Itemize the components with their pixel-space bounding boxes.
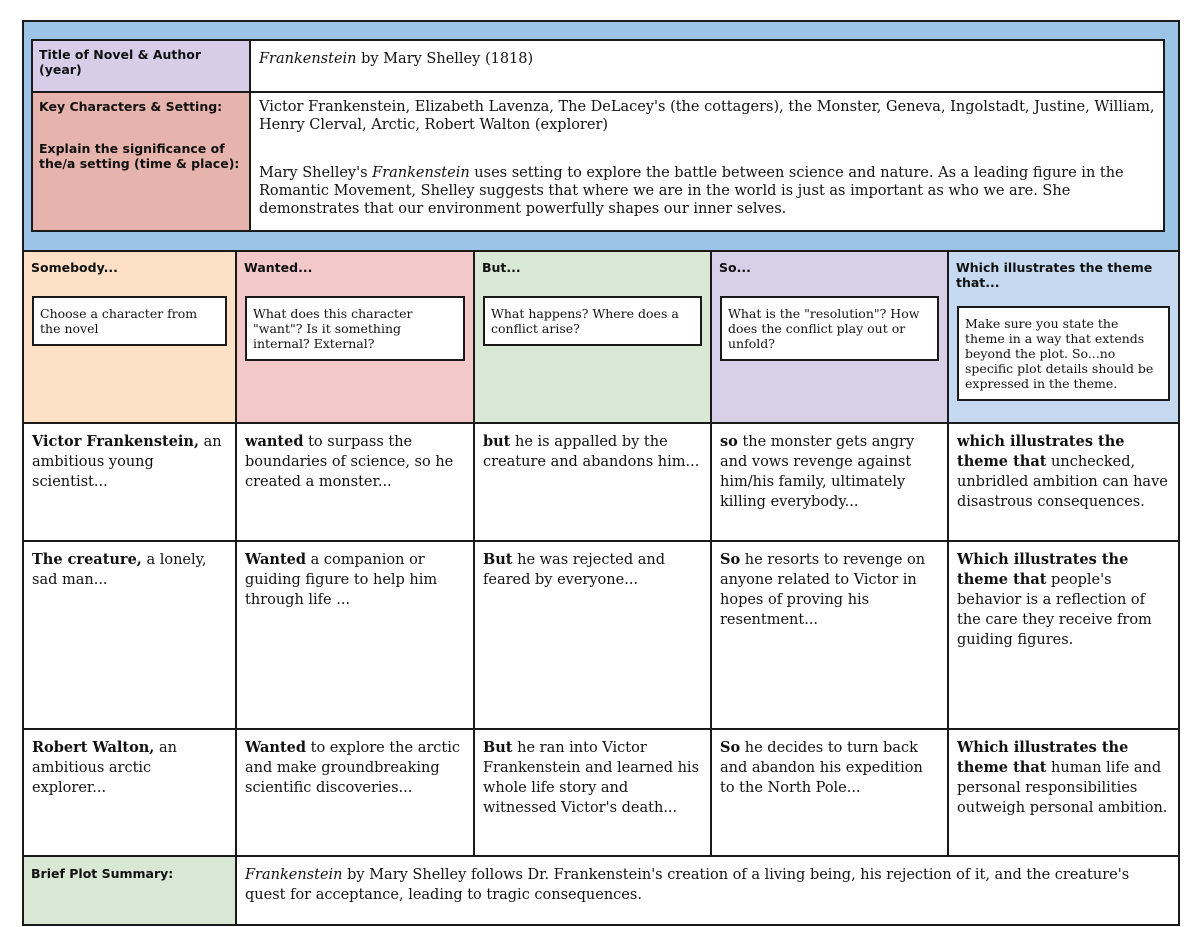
cell-theme <box>949 730 1178 855</box>
worksheet <box>22 20 1180 926</box>
cell-lead: The creature, <box>32 551 142 568</box>
author-year: by Mary Shelley (1818) <box>356 51 534 67</box>
cell-lead: but <box>483 433 511 450</box>
cell-but <box>475 730 712 855</box>
cell-text: he ran into Victor Frankenstein and learned his whole life story and witnessed Victor's death... <box>483 740 700 816</box>
column-prompt: What is the "resolution"? How does the conflict play out or unfold? <box>720 296 939 361</box>
plot-summary-row <box>24 855 1178 924</box>
summary-text: by Mary Shelley follows Dr. Frankenstein's creation of a living being, his rejection of it, and the creature's quest for acceptance, leading to tragic consequences. <box>245 867 1130 903</box>
cell-text: human life and personal responsibilities outweigh personal ambition. <box>957 760 1168 816</box>
cell-text: an ambitious arctic explorer... <box>32 740 177 796</box>
cell-wanted <box>237 542 475 728</box>
cell-text: an ambitious young scientist... <box>32 434 222 490</box>
novel-info-box <box>31 39 1165 232</box>
cell-lead: But <box>483 551 513 568</box>
cell-lead: Which illustrates the theme that <box>957 551 1129 588</box>
cell-lead: So <box>720 551 741 568</box>
column-heading: Which illustrates the theme that... <box>956 260 1153 290</box>
column-prompt: What does this character "want"? Is it something internal? External? <box>245 296 465 361</box>
cell-text: to explore the arctic and make groundbreaking scientific discoveries... <box>245 740 460 796</box>
cell-text: he is appalled by the creature and abandons him... <box>483 434 700 470</box>
cell-lead: Robert Walton, <box>32 739 155 756</box>
cell-lead: Wanted <box>245 739 307 756</box>
column-prompt: What happens? Where does a conflict arise? <box>483 296 702 346</box>
setting-significance-label: Explain the significance of the/a setting (time & place): <box>39 141 240 171</box>
column-theme <box>949 252 1178 424</box>
cell-wanted <box>237 424 475 540</box>
cell-so <box>712 542 949 728</box>
cell-somebody <box>24 542 237 728</box>
cell-somebody <box>24 730 237 855</box>
cell-text: people's behavior is a reflection of the care they receive from guiding figures. <box>957 572 1152 648</box>
column-somebody <box>24 252 237 424</box>
column-so <box>712 252 949 424</box>
cell-lead: So <box>720 739 741 756</box>
table-row <box>24 728 1178 855</box>
title-author-label: Title of Novel & Author (year) <box>33 41 251 93</box>
column-but <box>475 252 712 424</box>
cell-text: unchecked, unbridled ambition can have disastrous consequences. <box>957 454 1168 510</box>
novel-info-band <box>24 22 1178 250</box>
cell-lead: Which illustrates the theme that <box>957 739 1129 776</box>
characters-setting-label-cell <box>33 93 251 230</box>
cell-lead: Victor Frankenstein, <box>32 433 200 450</box>
column-heading: Wanted... <box>244 260 313 275</box>
column-prompt: Make sure you state the theme in a way that extends beyond the plot. So...no specific plot details should be expressed in the theme. <box>957 306 1170 401</box>
cell-so <box>712 424 949 540</box>
cell-text: a lonely, sad man... <box>32 552 207 588</box>
cell-text: the monster gets angry and vows revenge against him/his family, ultimately killing everybody... <box>720 434 915 510</box>
title-author-value <box>251 41 1163 93</box>
sig-text-post: uses setting to explore the battle between science and nature. As a leading figure in the Romantic Movement, Shelley suggests that where we are in the world is just as important as who we are. She demonstrates that our environment powerfully shapes our inner selves. <box>259 165 1124 217</box>
column-prompt: Choose a character from the novel <box>32 296 227 346</box>
cell-text: he resorts to revenge on anyone related to Victor in hopes of proving his resentment... <box>720 552 926 628</box>
column-heading: So... <box>719 260 751 275</box>
cell-wanted <box>237 730 475 855</box>
cell-lead: Wanted <box>245 551 307 568</box>
cell-lead: But <box>483 739 513 756</box>
plot-summary-label: Brief Plot Summary: <box>24 857 237 924</box>
column-heading: Somebody... <box>31 260 118 275</box>
column-wanted <box>237 252 475 424</box>
cell-but <box>475 542 712 728</box>
cell-lead: so <box>720 433 738 450</box>
cell-theme <box>949 542 1178 728</box>
column-headers <box>24 250 1178 424</box>
cell-so <box>712 730 949 855</box>
key-characters-value: Victor Frankenstein, Elizabeth Lavenza, The DeLacey's (the cottagers), the Monster, Geneva, Ingolstadt, Justine, William, Henry Clerval, Arctic, Robert Walton (explorer) <box>259 99 1155 133</box>
novel-title: Frankenstein <box>259 51 357 67</box>
cell-text: to surpass the boundaries of science, so he created a monster... <box>245 434 454 490</box>
setting-significance-value <box>251 159 1163 223</box>
cell-text: he decides to turn back and abandon his expedition to the North Pole... <box>720 740 923 796</box>
cell-but <box>475 424 712 540</box>
table-row <box>24 540 1178 728</box>
cell-theme <box>949 424 1178 540</box>
column-heading: But... <box>482 260 521 275</box>
cell-lead: which illustrates the theme that <box>957 433 1125 470</box>
sig-text-italic: Frankenstein <box>372 165 470 181</box>
sig-text-pre: Mary Shelley's <box>259 165 373 181</box>
cell-somebody <box>24 424 237 540</box>
cell-text: he was rejected and feared by everyone... <box>483 552 666 588</box>
plot-summary-value <box>237 857 1178 924</box>
table-row <box>24 422 1178 540</box>
summary-title: Frankenstein <box>245 867 343 883</box>
characters-setting-label: Key Characters & Setting: <box>39 99 223 114</box>
cell-lead: wanted <box>245 433 304 450</box>
cell-text: a companion or guiding figure to help him through life ... <box>245 552 438 608</box>
